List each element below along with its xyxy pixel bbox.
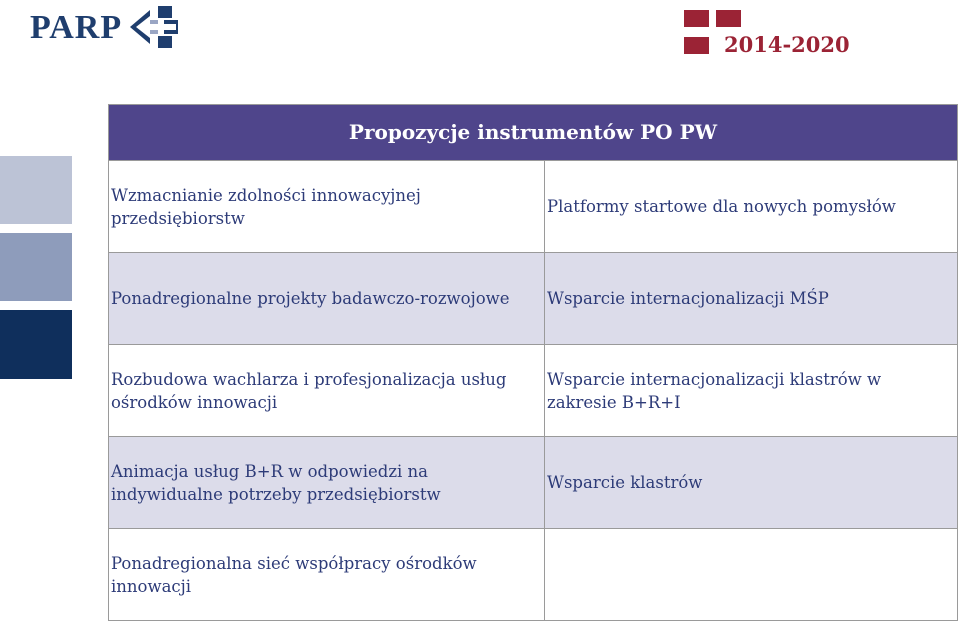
period-badge <box>684 10 864 60</box>
period-square-icon <box>716 10 741 27</box>
side-block-light <box>0 156 72 224</box>
table-cell: Wsparcie internacjonalizacji klastrów w zakresie B+R+I <box>545 345 958 437</box>
parp-arrow-icon <box>128 2 180 54</box>
table-cell: Wsparcie internacjonalizacji MŚP <box>545 253 958 345</box>
table-cell <box>545 529 958 621</box>
table-cell: Ponadregionalne projekty badawczo-rozwojowe <box>109 253 545 345</box>
table-row <box>109 253 958 345</box>
instruments-table <box>108 104 958 621</box>
parp-logo <box>30 2 180 54</box>
table-row <box>109 529 958 621</box>
table-cell: Ponadregionalna sieć współpracy ośrodków innowacji <box>109 529 545 621</box>
table-cell: Wsparcie klastrów <box>545 437 958 529</box>
table-cell: Wzmacnianie zdolności innowacyjnej przedsiębiorstw <box>109 161 545 253</box>
logo-text: PARP <box>30 9 123 46</box>
table-row <box>109 345 958 437</box>
table-title: Propozycje instrumentów PO PW <box>109 105 958 161</box>
table-cell: Rozbudowa wachlarza i profesjonalizacja usług ośrodków innowacji <box>109 345 545 437</box>
table-header-row <box>109 105 958 161</box>
period-label: 2014-2020 <box>724 32 850 57</box>
period-square-icon <box>684 10 709 27</box>
table-row <box>109 161 958 253</box>
side-block-mid <box>0 233 72 301</box>
side-block-dark <box>0 310 72 379</box>
table-cell: Animacja usług B+R w odpowiedzi na indywidualne potrzeby przedsiębiorstw <box>109 437 545 529</box>
table-row <box>109 437 958 529</box>
table-cell: Platformy startowe dla nowych pomysłów <box>545 161 958 253</box>
period-square-icon <box>684 37 709 54</box>
